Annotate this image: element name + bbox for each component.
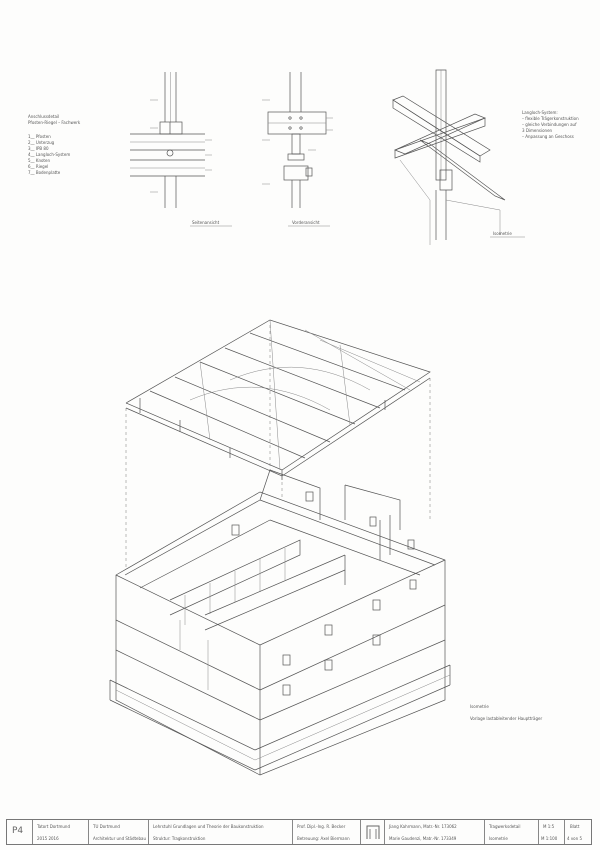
tb-sheet-cell bbox=[565, 820, 591, 844]
iso-note-line: – Anpassung an Geschoss bbox=[522, 134, 574, 139]
iso-note-line: – gleiche Verbindungen auf bbox=[522, 122, 577, 127]
student-1: Jiang Kahrmann, Matr.-Nr. 173062 bbox=[389, 824, 457, 829]
tb-place-cell bbox=[33, 820, 89, 844]
main-caption-title: Isometrie bbox=[470, 704, 489, 709]
legend-item: 6__ Riegel bbox=[28, 164, 49, 169]
building-isometric bbox=[110, 470, 450, 775]
projection-lines bbox=[126, 325, 430, 570]
legend-item: 2__ Unterzug bbox=[28, 140, 55, 145]
sheet-count: 4 von 5 bbox=[567, 836, 582, 841]
iso-notes-title: Langloch-System: bbox=[522, 110, 558, 115]
iso-notes bbox=[522, 110, 579, 140]
iso-note-line: 3 Dimensionen bbox=[522, 128, 553, 133]
caption-isometric-detail: Isometrie bbox=[493, 231, 512, 236]
tb-prof-cell bbox=[293, 820, 361, 844]
title-block bbox=[6, 819, 592, 845]
legend-subtitle: Pfosten-Riegel – Fachwerk bbox=[28, 120, 81, 125]
caption-front-view: Vorderansicht bbox=[292, 220, 320, 225]
legend-item: 5__ Knoten bbox=[28, 158, 50, 163]
chair: Lehrstuhl Grundlagen und Theorie der Baukonstruktion bbox=[153, 824, 264, 829]
sheet-id: P4 bbox=[12, 826, 24, 836]
tutor: Betreuung: Axel Biermann bbox=[297, 836, 350, 841]
main-caption-subtitle: Vorlage lastableitender Hauptträger bbox=[470, 716, 543, 721]
legend-item: 7__ Bodenplatte bbox=[28, 170, 61, 175]
university: TU Dortmund bbox=[93, 824, 120, 829]
scale-detail: M 1:5 bbox=[543, 824, 555, 829]
tb-drawing-cell bbox=[485, 820, 539, 844]
tb-uni-cell bbox=[89, 820, 149, 844]
iso-note-line: – flexible Trägerkonstruktion bbox=[522, 116, 579, 121]
legend-item: 3__ IPB 80 bbox=[28, 146, 49, 151]
subject: Struktur: Tragkonstruktion bbox=[153, 836, 206, 841]
scale-main: M 1:100 bbox=[541, 836, 558, 841]
drawing-title: Tragwerksdetail bbox=[489, 824, 521, 829]
legend-title: Anschlussdetail bbox=[28, 114, 60, 119]
legend-item: 1__ Pfosten bbox=[28, 134, 51, 139]
faculty: Architektur und Städtebau bbox=[93, 836, 147, 841]
place: Tatort Dortmund bbox=[37, 824, 70, 829]
caption-side-view: Seitenansicht bbox=[192, 220, 220, 225]
tu-logo-icon bbox=[361, 820, 385, 844]
drawing-subtitle: Isometrie bbox=[489, 836, 508, 841]
detail-front-view bbox=[262, 72, 333, 208]
detail-legend bbox=[28, 114, 80, 176]
main-caption bbox=[470, 704, 542, 722]
tb-scale-cell bbox=[539, 820, 565, 844]
roof-frame bbox=[126, 320, 430, 480]
tb-students-cell bbox=[385, 820, 485, 844]
student-2: Marie Gaudenzi, Matr.-Nr. 173349 bbox=[389, 836, 457, 841]
year: 2015 2016 bbox=[37, 836, 59, 841]
tb-logo-cell bbox=[361, 820, 385, 844]
detail-side-view bbox=[130, 72, 212, 208]
professor: Prof. Dipl.-Ing. R. Becker bbox=[297, 824, 346, 829]
detail-isometric-node bbox=[393, 70, 505, 245]
tb-sheet-id-cell bbox=[7, 820, 33, 844]
tb-chair-cell bbox=[149, 820, 293, 844]
legend-item: 4__ Langloch-System bbox=[28, 152, 71, 157]
sheet-label: Blatt bbox=[570, 824, 580, 829]
